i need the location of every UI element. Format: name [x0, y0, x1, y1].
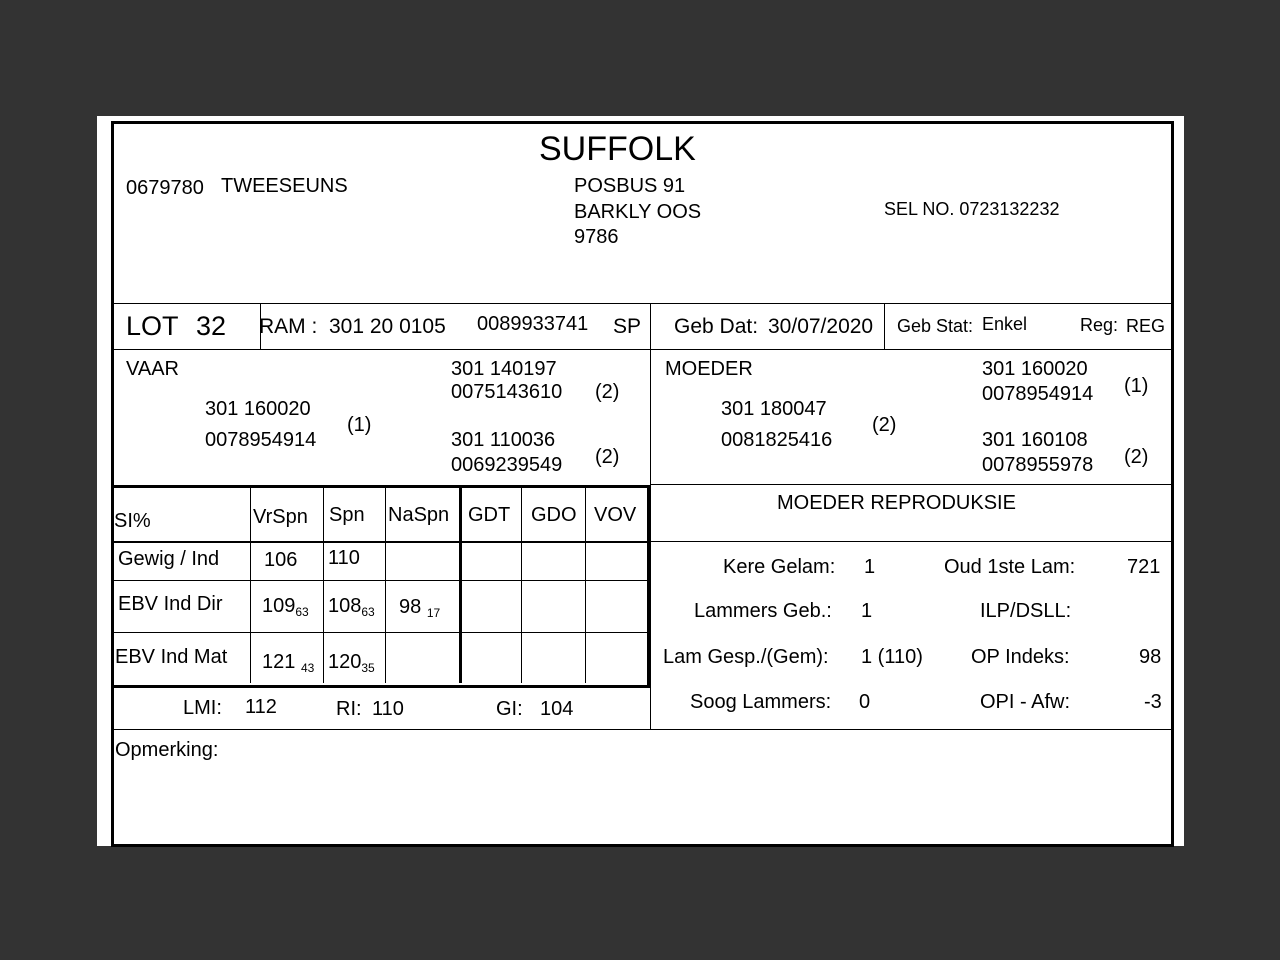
ri-label: RI:	[336, 698, 362, 720]
sire-label: VAAR	[126, 358, 179, 380]
sale-card	[97, 116, 1184, 846]
ram-id: 301 20 0105	[329, 315, 446, 338]
table-rule	[113, 541, 650, 543]
dam-reg-no: 0081825416	[721, 429, 833, 451]
table-rule	[585, 486, 586, 683]
ebv-value: 98	[399, 596, 422, 618]
table-rule	[521, 486, 522, 683]
table-header: VOV	[594, 504, 637, 526]
birth-date: 30/07/2020	[768, 315, 874, 338]
table-rule	[323, 486, 324, 683]
reproduction-title: MOEDER REPRODUKSIE	[777, 492, 1016, 514]
birth-status-label: Geb Stat:	[897, 316, 974, 336]
table-rule	[113, 580, 650, 581]
table-header: GDO	[531, 504, 577, 526]
op-indeks-value: 98	[1139, 646, 1162, 668]
table-cell: 110	[328, 547, 360, 569]
divider	[884, 303, 885, 349]
ri-value: 110	[372, 698, 404, 720]
ebv-value: 109	[262, 595, 296, 617]
divider	[113, 303, 1171, 304]
ram-reg-no: 0089933741	[477, 313, 589, 335]
lot-number: 32	[196, 311, 227, 341]
row-label: EBV Ind Dir	[118, 593, 223, 615]
divider	[650, 484, 1171, 485]
kere-gelam-label: Kere Gelam:	[723, 556, 836, 578]
sire-dam-id: 301 110036	[451, 429, 556, 451]
gi-label: GI:	[496, 698, 523, 720]
lammers-geb-value: 1	[861, 600, 873, 622]
lot-label: LOT	[126, 311, 179, 341]
registration-value: REG	[1126, 316, 1166, 336]
table-header: SI%	[114, 510, 151, 532]
table-header: GDT	[468, 504, 511, 526]
table-rule	[250, 486, 251, 683]
lammers-geb-label: Lammers Geb.:	[694, 600, 832, 622]
table-cell	[328, 596, 375, 618]
birth-status: Enkel	[982, 314, 1028, 334]
table-cell	[262, 652, 314, 674]
sire-sire-reg-no: 0075143610	[451, 381, 563, 403]
sire-dam-grade: (2)	[595, 446, 620, 468]
ilp-label: ILP/DSLL:	[980, 600, 1072, 622]
ebv-accuracy: 63	[361, 605, 375, 619]
dam-label: MOEDER	[665, 358, 753, 380]
ebv-value: 121	[262, 651, 296, 673]
divider	[113, 729, 1171, 730]
ebv-value: 120	[328, 651, 362, 673]
owner-name: TWEESEUNS	[221, 175, 348, 197]
lmi-label: LMI:	[183, 697, 222, 719]
remarks-label: Opmerking:	[115, 739, 219, 761]
ebv-accuracy: 63	[295, 605, 309, 619]
dam-sire-grade: (1)	[1124, 375, 1149, 397]
birth-date-label: Geb Dat:	[674, 315, 759, 338]
ebv-accuracy: 17	[426, 606, 441, 620]
lam-gesp-label: Lam Gesp./(Gem):	[663, 646, 829, 668]
divider	[113, 349, 1171, 350]
sire-sire-grade: (2)	[595, 381, 620, 403]
sire-grade: (1)	[347, 414, 372, 436]
table-header: Spn	[329, 504, 365, 526]
oud-lam-label: Oud 1ste Lam:	[944, 556, 1076, 578]
table-rule	[385, 486, 386, 683]
divider	[650, 303, 651, 729]
table-cell	[328, 652, 375, 674]
op-indeks-label: OP Indeks:	[971, 646, 1070, 668]
sire-sire-id: 301 140197	[451, 358, 557, 380]
dam-dam-grade: (2)	[1124, 446, 1149, 468]
ebv-value: 108	[328, 595, 362, 617]
table-cell	[399, 597, 440, 619]
table-header: NaSpn	[388, 504, 450, 526]
gi-value: 104	[540, 698, 574, 720]
owner-code: 0679780	[126, 177, 204, 199]
soog-label: Soog Lammers:	[690, 691, 832, 713]
lam-gesp-value: 1 (110)	[861, 646, 923, 668]
table-header: VrSpn	[253, 506, 308, 528]
lmi-value: 112	[245, 696, 277, 718]
ram-label: RAM :	[259, 315, 318, 338]
row-label: EBV Ind Mat	[115, 646, 228, 668]
dam-sire-reg-no: 0078954914	[982, 383, 1094, 405]
dam-sire-id: 301 160020	[982, 358, 1088, 380]
ebv-accuracy: 43	[300, 661, 315, 675]
opi-value: -3	[1144, 691, 1162, 713]
table-cell: 106	[264, 549, 298, 571]
address-line-3: 9786	[574, 226, 619, 248]
breed-title: SUFFOLK	[539, 130, 696, 168]
sire-reg-no: 0078954914	[205, 429, 317, 451]
ebv-accuracy: 35	[361, 661, 375, 675]
dam-dam-id: 301 160108	[982, 429, 1088, 451]
opi-label: OPI - Afw:	[980, 691, 1071, 713]
soog-value: 0	[859, 691, 871, 713]
table-rule	[459, 486, 462, 683]
registration-label: Reg:	[1080, 315, 1119, 335]
dam-grade: (2)	[872, 414, 897, 436]
divider	[650, 541, 1171, 542]
phone-number: SEL NO. 0723132232	[884, 199, 1060, 219]
table-cell	[262, 596, 309, 618]
table-rule	[113, 632, 650, 633]
row-label: Gewig / Ind	[118, 548, 220, 570]
oud-lam-value: 721	[1127, 556, 1161, 578]
ram-class: SP	[613, 315, 642, 338]
kere-gelam-value: 1	[864, 556, 876, 578]
sire-id: 301 160020	[205, 398, 311, 420]
dam-id: 301 180047	[721, 398, 827, 420]
address-line-2: BARKLY OOS	[574, 201, 702, 223]
dam-dam-reg-no: 0078955978	[982, 454, 1094, 476]
address-line-1: POSBUS 91	[574, 175, 686, 197]
sire-dam-reg-no: 0069239549	[451, 454, 563, 476]
